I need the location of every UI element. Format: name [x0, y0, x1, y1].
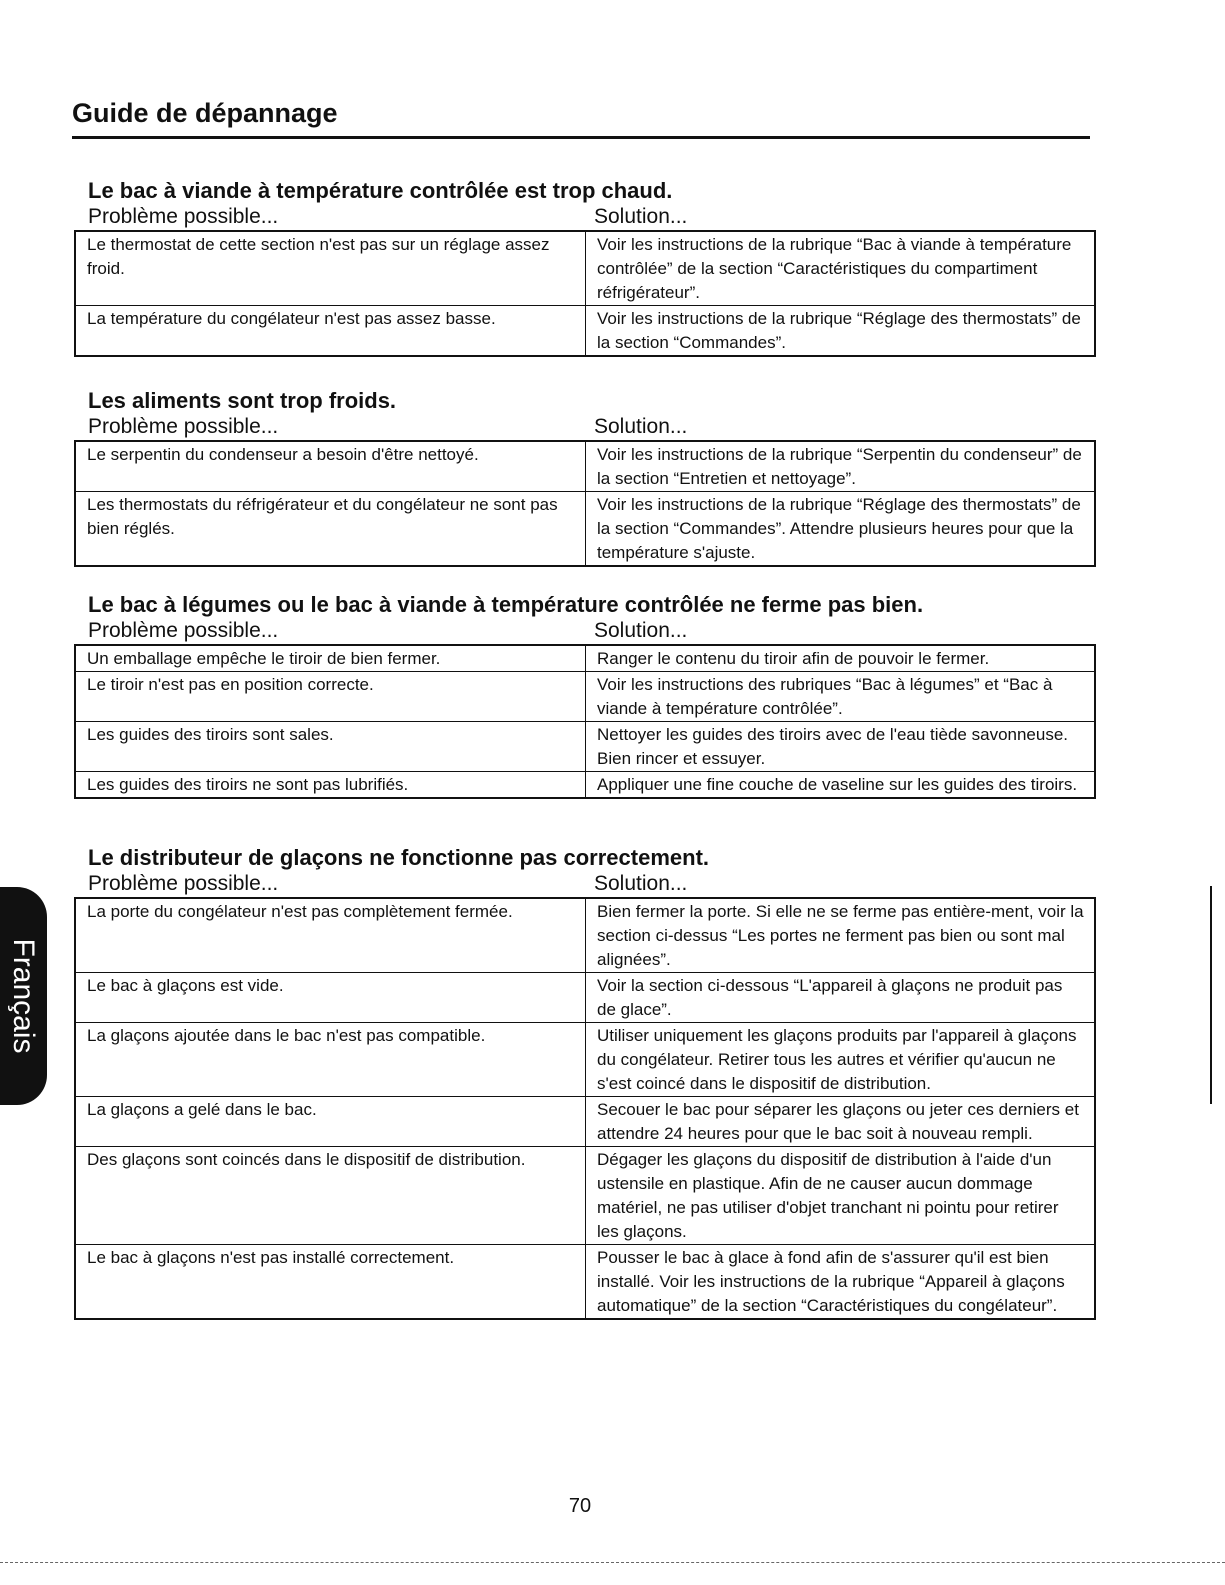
table-row	[75, 306, 1095, 357]
table-row	[75, 1097, 1095, 1147]
section-food-too-cold	[74, 388, 1096, 567]
table-row	[75, 441, 1095, 492]
solution-cell: Nettoyer les guides des tiroirs avec de l'eau tiède savonneuse. Bien rincer et essuyer.	[586, 722, 1096, 772]
problem-cell: Les guides des tiroirs sont sales.	[75, 722, 586, 772]
troubleshooting-table	[74, 897, 1096, 1320]
solution-cell: Voir les instructions de la rubrique “Serpentin du condenseur” de la section “Entretien et nettoyage”.	[586, 441, 1096, 492]
section-ice-dispenser	[74, 845, 1096, 1320]
bottom-divider	[0, 1562, 1225, 1563]
problem-cell: La glaçons a gelé dans le bac.	[75, 1097, 586, 1147]
column-header-problem: Problème possible...	[88, 872, 279, 895]
section-heading: Le bac à légumes ou le bac à viande à température contrôlée ne ferme pas bien.	[88, 592, 924, 617]
problem-cell: Le tiroir n'est pas en position correcte.	[75, 672, 586, 722]
problem-cell: La température du congélateur n'est pas assez basse.	[75, 306, 586, 357]
table-row	[75, 722, 1095, 772]
page-number: 70	[568, 1495, 592, 1517]
solution-cell: Voir la section ci-dessous “L'appareil à glaçons ne produit pas de glace”.	[586, 973, 1096, 1023]
section-heading: Le distributeur de glaçons ne fonctionne pas correctement.	[88, 845, 710, 870]
problem-cell: Le serpentin du condenseur a besoin d'être nettoyé.	[75, 441, 586, 492]
solution-cell: Voir les instructions de la rubrique “Bac à viande à température contrôlée” de la section “Caractéristiques du compartiment réfrigérateur”.	[586, 231, 1096, 306]
column-header-solution: Solution...	[594, 872, 688, 895]
table-row	[75, 772, 1095, 799]
troubleshooting-table	[74, 440, 1096, 567]
troubleshooting-table	[74, 230, 1096, 357]
problem-cell: Des glaçons sont coincés dans le dispositif de distribution.	[75, 1147, 586, 1245]
solution-cell: Dégager les glaçons du dispositif de distribution à l'aide d'un ustensile en plastique. Afin de ne causer aucun dommage matériel, ne pas utiliser d'objet tranchant ni pointu pour retirer les glaçons.	[586, 1147, 1096, 1245]
solution-cell: Secouer le bac pour séparer les glaçons ou jeter ces derniers et attendre 24 heures pour que le bac soit à nouveau rempli.	[586, 1097, 1096, 1147]
column-header-problem: Problème possible...	[88, 619, 279, 642]
column-headers	[74, 618, 1096, 644]
section-heading: Les aliments sont trop froids.	[88, 388, 397, 413]
language-tab	[0, 887, 47, 1105]
section-meat-drawer-too-warm	[74, 178, 1096, 357]
column-header-solution: Solution...	[594, 619, 688, 642]
problem-cell: Les guides des tiroirs ne sont pas lubrifiés.	[75, 772, 586, 799]
column-headers	[74, 204, 1096, 230]
column-header-solution: Solution...	[594, 415, 688, 438]
problem-cell: La glaçons ajoutée dans le bac n'est pas compatible.	[75, 1023, 586, 1097]
solution-cell: Ranger le contenu du tiroir afin de pouvoir le fermer.	[586, 645, 1096, 672]
column-header-problem: Problème possible...	[88, 205, 279, 228]
table-row	[75, 898, 1095, 973]
solution-cell: Voir les instructions des rubriques “Bac à légumes” et “Bac à viande à température contrôlée”.	[586, 672, 1096, 722]
table-row	[75, 672, 1095, 722]
solution-cell: Pousser le bac à glace à fond afin de s'assurer qu'il est bien installé. Voir les instructions de la rubrique “Appareil à glaçons automatique” de la section “Caractéristiques du congélateur”.	[586, 1245, 1096, 1320]
language-tab-label: Français	[7, 938, 40, 1054]
table-row	[75, 492, 1095, 567]
column-header-problem: Problème possible...	[88, 415, 279, 438]
problem-cell: Le thermostat de cette section n'est pas sur un réglage assez froid.	[75, 231, 586, 306]
column-header-solution: Solution...	[594, 205, 688, 228]
problem-cell: Un emballage empêche le tiroir de bien fermer.	[75, 645, 586, 672]
margin-marker	[1210, 886, 1212, 1104]
solution-cell: Voir les instructions de la rubrique “Réglage des thermostats” de la section “Commandes”.	[586, 306, 1096, 357]
table-row	[75, 1023, 1095, 1097]
solution-cell: Bien fermer la porte. Si elle ne se ferme pas entière-ment, voir la section ci-dessus “Les portes ne ferment pas bien ou sont mal alignées”.	[586, 898, 1096, 973]
table-row	[75, 1245, 1095, 1320]
solution-cell: Voir les instructions de la rubrique “Réglage des thermostats” de la section “Commandes”. Attendre plusieurs heures pour que la température s'ajuste.	[586, 492, 1096, 567]
column-headers	[74, 414, 1096, 440]
problem-cell: Les thermostats du réfrigérateur et du congélateur ne sont pas bien réglés.	[75, 492, 586, 567]
table-row	[75, 973, 1095, 1023]
column-headers	[74, 871, 1096, 897]
solution-cell: Utiliser uniquement les glaçons produits par l'appareil à glaçons du congélateur. Retirer tous les autres et vérifier qu'aucun ne s'est coincé dans le dispositif de distribution.	[586, 1023, 1096, 1097]
title-rule	[72, 136, 1090, 139]
solution-cell: Appliquer une fine couche de vaseline sur les guides des tiroirs.	[586, 772, 1096, 799]
section-drawers-not-closing	[74, 592, 1096, 799]
problem-cell: Le bac à glaçons est vide.	[75, 973, 586, 1023]
section-heading: Le bac à viande à température contrôlée est trop chaud.	[88, 178, 673, 203]
table-row	[75, 231, 1095, 306]
table-row	[75, 645, 1095, 672]
page-title: Guide de dépannage	[72, 98, 338, 128]
problem-cell: Le bac à glaçons n'est pas installé correctement.	[75, 1245, 586, 1320]
table-row	[75, 1147, 1095, 1245]
problem-cell: La porte du congélateur n'est pas complètement fermée.	[75, 898, 586, 973]
troubleshooting-table	[74, 644, 1096, 799]
